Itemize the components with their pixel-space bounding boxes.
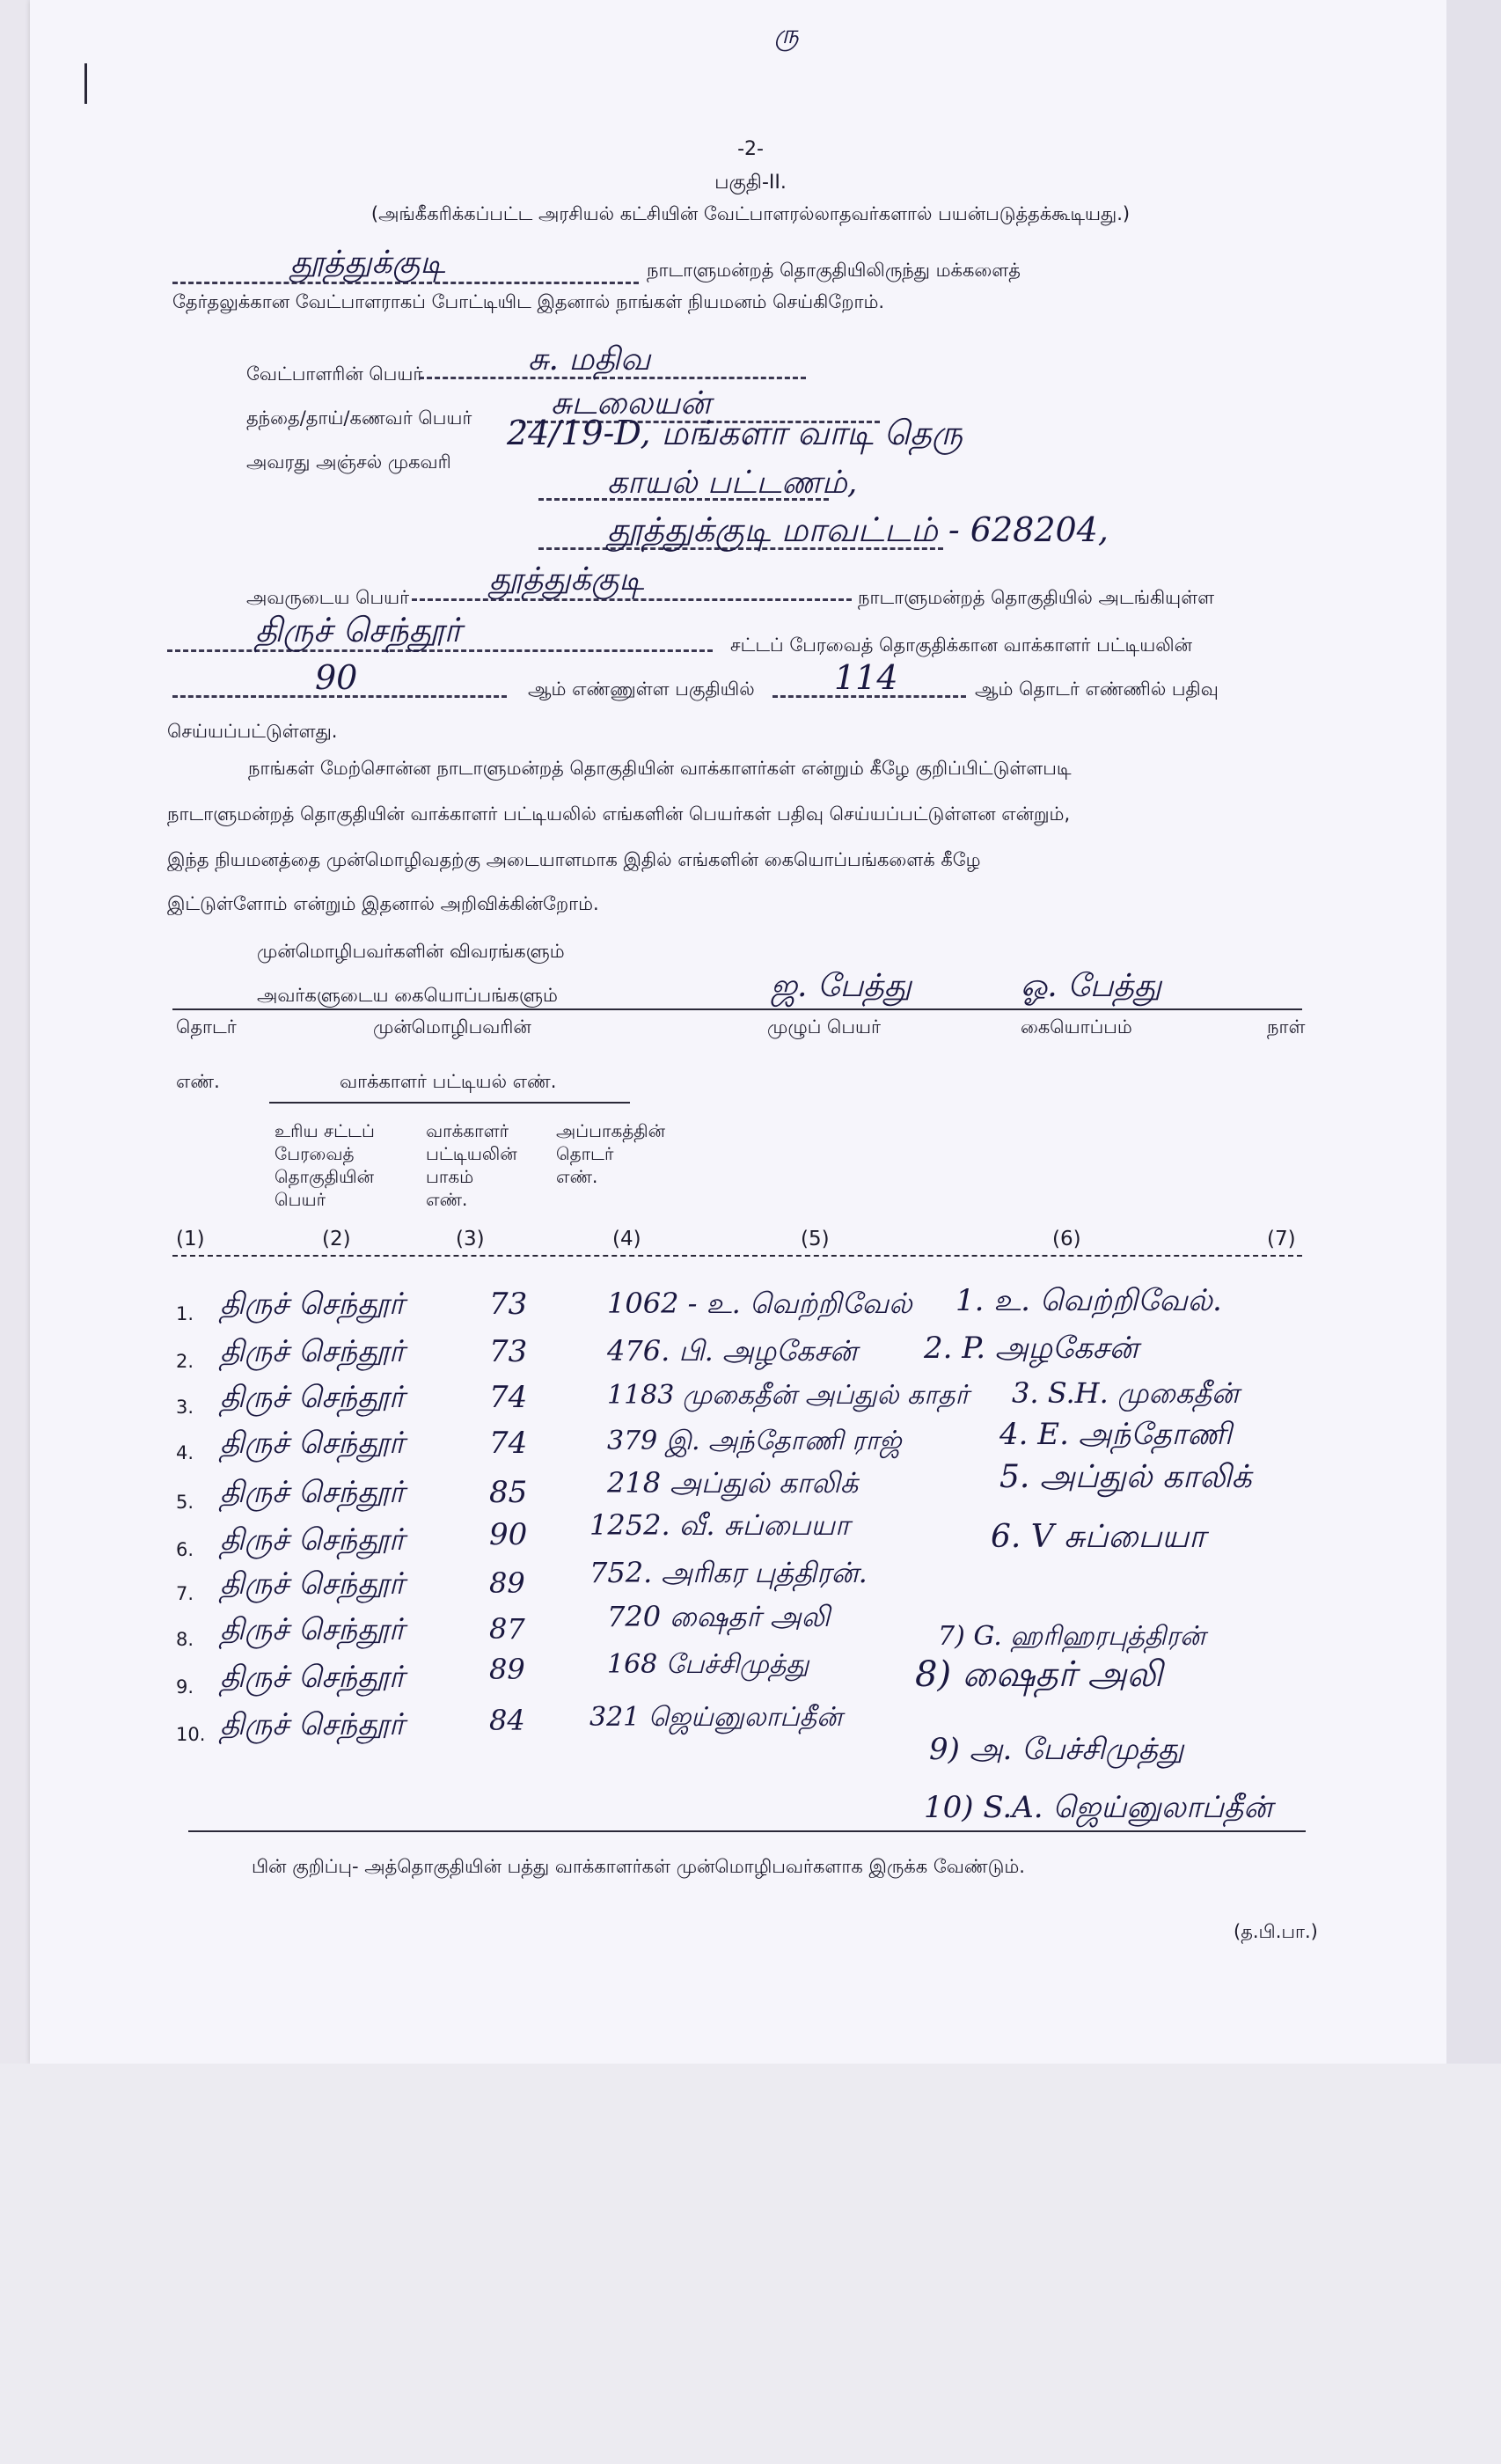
extra-signature-10: 10) S.A. ஜெய்னுலாப்தீன் <box>924 1790 1273 1825</box>
registration-end: செய்யப்பட்டுள்ளது. <box>167 721 338 742</box>
col-num-7: (7) <box>1267 1228 1296 1250</box>
part-no: 90 <box>315 658 358 697</box>
col-num-1: (1) <box>176 1228 205 1250</box>
margin-tick <box>84 63 87 104</box>
ac-suffix: சட்டப் பேரவைத் தொகுதிக்கான வாக்காளர் பட்டியலின் <box>730 634 1192 656</box>
declaration-line-2: நாடாளுமன்றத் தொகுதியின் வாக்காளர் பட்டியலில் எங்களின் பெயர்கள் பதிவு செய்யப்பட்டுள்ளன என்றும், <box>167 803 1071 825</box>
col-proposer-label: முன்மொழிபவரின் <box>373 1016 531 1038</box>
bottom-rule <box>188 1830 1306 1832</box>
col-signature-label: கையொப்பம் <box>1021 1016 1132 1038</box>
roll-rule <box>269 1102 630 1104</box>
pc-name: தூத்துக்குடி <box>489 561 645 598</box>
page-number: -2- <box>737 138 764 160</box>
heading-scribble-2: ஓ. பேத்து <box>1021 968 1162 1004</box>
proposers-heading-2: அவர்களுடைய கையொப்பங்களும் <box>257 985 558 1006</box>
address-line-3: தூத்துக்குடி மாவட்டம் - 628204, <box>607 510 1109 549</box>
corner-mark: ரு <box>774 19 799 50</box>
col-num-4: (4) <box>612 1228 641 1250</box>
constituency-suffix: நாடாளுமன்றத் தொகுதியிலிருந்து மக்களைத் <box>647 260 1021 281</box>
pc-suffix: நாடாளுமன்றத் தொகுதியில் அடங்கியுள்ள <box>858 587 1215 608</box>
declaration-line-1: நாங்கள் மேற்சொன்ன நாடாளுமன்றத் தொகுதியின் வாக்காளர்கள் என்றும் கீழே குறிப்பிட்டுள்ளபடி <box>248 758 1072 779</box>
col-num-3: (3) <box>456 1228 485 1250</box>
col-num-6: (6) <box>1052 1228 1081 1250</box>
col-serial-label: தொடர் <box>176 1016 237 1038</box>
part-subtitle: (அங்கீகரிக்கப்பட்ட அரசியல் கட்சியின் வேட்பாளரல்லாதவர்களால் பயன்படுத்தக்கூடியது.) <box>370 203 1131 224</box>
father-name-label: தந்தை/தாய்/கணவர் பெயர் <box>246 407 472 429</box>
address-line-2: காயல் பட்டணம், <box>607 465 858 501</box>
heading-scribble-1: ஜ. பேத்து <box>771 968 912 1004</box>
constituency-name: தூத்துக்குடி <box>290 245 446 281</box>
col-fullname-label: முழுப் பெயர் <box>767 1016 882 1038</box>
blank-background <box>0 2064 1501 2464</box>
extra-signature-9: 9) அ. பேச்சிமுத்து <box>929 1732 1184 1767</box>
part-heading: பகுதி-II. <box>714 172 787 194</box>
part-suffix: ஆம் எண்ணுள்ள பகுதியில் <box>528 678 755 700</box>
address-line-1: 24/19-D, மங்களா வாடி தெரு <box>507 414 963 452</box>
col-part-label: வாக்காளர் பட்டியலின் பாகம் எண். <box>426 1120 517 1210</box>
col-serial-no-label: எண். <box>176 1071 220 1092</box>
nomination-statement: தேர்தலுக்கான வேட்பாளராகப் போட்டியிட இதனால் நாங்கள் நியமனம் செய்கிறோம். <box>172 291 885 312</box>
col-roll-label: வாக்காளர் பட்டியல் எண். <box>340 1071 557 1092</box>
footnote: பின் குறிப்பு- அத்தொகுதியின் பத்து வாக்காளர்கள் முன்மொழிபவர்களாக இருக்க வேண்டும். <box>252 1856 1025 1877</box>
candidate-name-label: வேட்பாளரின் பெயர் <box>246 363 423 385</box>
col-num-2: (2) <box>322 1228 351 1250</box>
col-ac-name-label: உரிய சட்டப் பேரவைத் தொகுதியின் பெயர் <box>275 1120 375 1210</box>
ac-name: திருச் செந்தூர் <box>255 611 462 649</box>
serial-no: 114 <box>834 658 898 697</box>
col-slno-label: அப்பாகத்தின் தொடர் எண். <box>556 1120 666 1187</box>
proposers-heading-1: முன்மொழிபவர்களின் விவரங்களும் <box>257 941 565 962</box>
address-label: அவரது அஞ்சல் முகவரி <box>246 451 451 473</box>
form-code: (த.பி.பா.) <box>1234 1921 1318 1942</box>
col-num-5: (5) <box>801 1228 830 1250</box>
his-name-label: அவருடைய பெயர் <box>246 587 410 608</box>
serial-suffix: ஆம் தொடர் எண்ணில் பதிவு <box>975 678 1219 700</box>
col-date-label: நாள் <box>1267 1016 1306 1038</box>
header-rule <box>172 1008 1302 1010</box>
declaration-line-3: இந்த நியமனத்தை முன்மொழிவதற்கு அடையாளமாக இதில் எங்களின் கையொப்பங்களைக் கீழே <box>167 849 981 870</box>
column-number-rule <box>172 1255 1302 1257</box>
father-name: சுடலையன் <box>551 385 711 422</box>
declaration-line-4: இட்டுள்ளோம் என்றும் இதனால் அறிவிக்கின்றோம். <box>167 893 599 914</box>
candidate-name: சு. மதிவ <box>528 341 651 378</box>
